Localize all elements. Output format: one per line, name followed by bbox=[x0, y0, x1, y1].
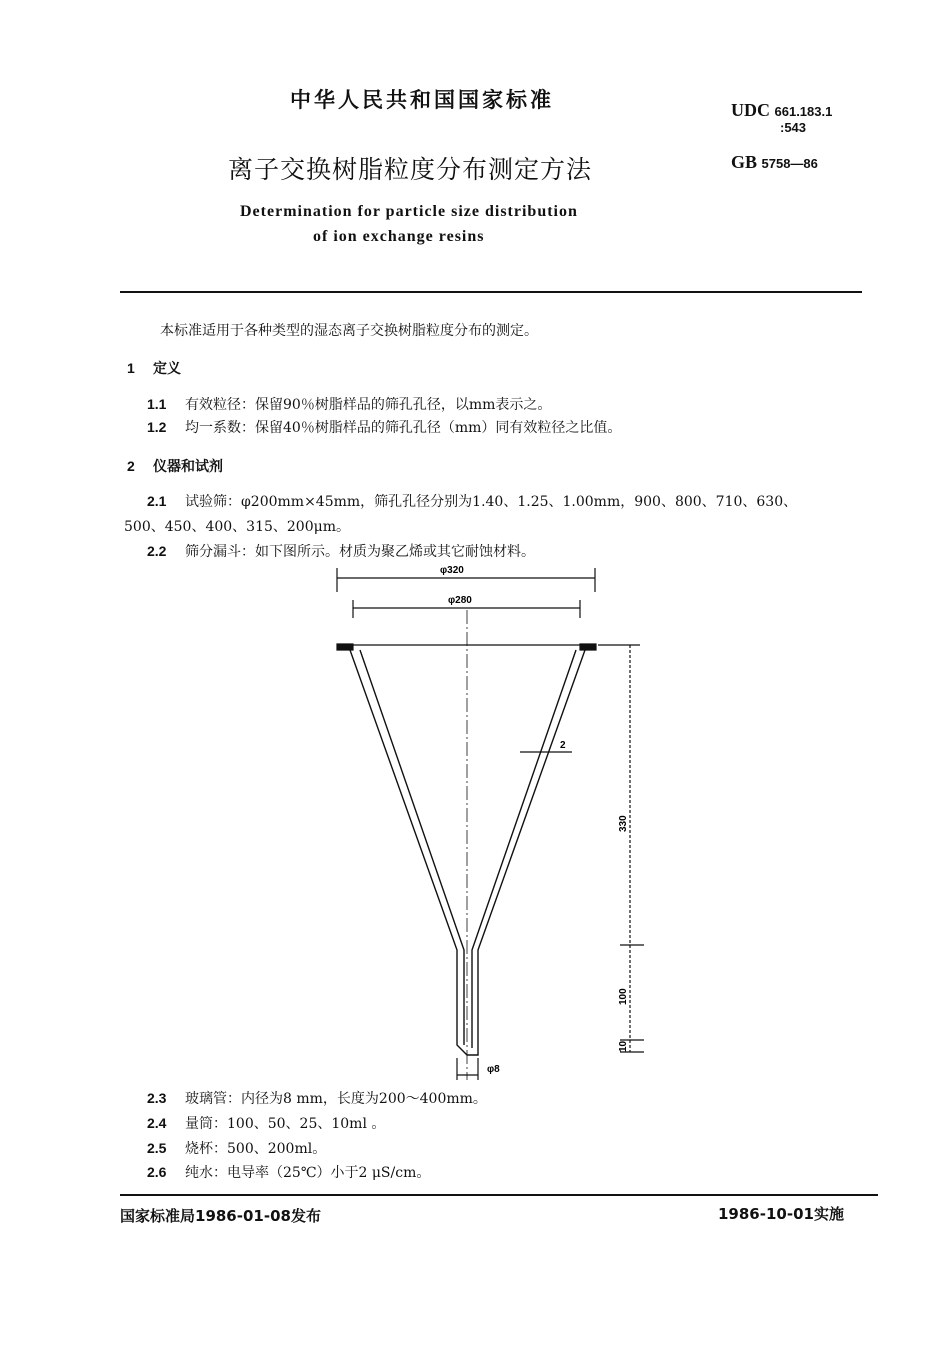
item-num: 1.2 bbox=[147, 419, 167, 435]
gb-label: GB bbox=[731, 152, 758, 172]
item-2-3 bbox=[147, 1088, 487, 1108]
section-title: 定义 bbox=[153, 361, 181, 377]
dim-wall-label: 2 bbox=[560, 740, 566, 751]
item-num: 2.5 bbox=[147, 1140, 167, 1156]
gb-code: 5758—86 bbox=[761, 156, 818, 171]
section-num: 1 bbox=[127, 360, 135, 376]
section-title: 仪器和试剂 bbox=[153, 459, 223, 475]
item-num: 2.3 bbox=[147, 1090, 167, 1106]
item-2-1-cont: 500、450、400、315、200μm。 bbox=[124, 519, 350, 535]
dim-inner-label: φ280 bbox=[448, 595, 472, 606]
footer-divider bbox=[120, 1194, 878, 1196]
effective-date: 1986-10-01实施 bbox=[718, 1205, 844, 1223]
dim-stem-label: 100 bbox=[618, 988, 629, 1005]
udc-code2: :543 bbox=[780, 120, 807, 135]
item-text: 量筒：100、50、25、10ml 。 bbox=[185, 1116, 386, 1132]
funnel-rim-right bbox=[580, 644, 596, 650]
item-num: 2.4 bbox=[147, 1115, 167, 1131]
item-text: 试验筛：φ200mm×45mm，筛孔孔径分别为1.40、1.25、1.00mm，900、800、710、630、 bbox=[185, 494, 798, 510]
dim-outer-label: φ320 bbox=[440, 565, 464, 576]
item-text: 筛分漏斗：如下图所示。材质为聚乙烯或其它耐蚀材料。 bbox=[185, 544, 535, 560]
issued-date: 国家标准局1986-01-08发布 bbox=[120, 1207, 321, 1225]
intro: 本标准适用于各种类型的湿态离子交换树脂粒度分布的测定。 bbox=[160, 323, 538, 339]
title-en-line2: of ion exchange resins bbox=[313, 228, 485, 245]
title-cn: 离子交换树脂粒度分布测定方法 bbox=[228, 155, 593, 184]
item-num: 2.1 bbox=[147, 493, 167, 509]
item-text: 均一系数：保留40％树脂样品的筛孔孔径（mm）同有效粒径之比值。 bbox=[185, 420, 622, 436]
item-num: 2.2 bbox=[147, 543, 167, 559]
item-text: 纯水：电导率（25℃）小于2 μS/cm。 bbox=[185, 1165, 431, 1181]
item-text: 有效粒径：保留90％树脂样品的筛孔孔径，以mm表示之。 bbox=[185, 397, 552, 413]
item-num: 1.1 bbox=[147, 396, 167, 412]
item-2-4 bbox=[147, 1113, 385, 1133]
title-en-line1: Determination for particle size distribution bbox=[240, 203, 578, 220]
item-2-5 bbox=[147, 1138, 326, 1158]
item-text: 玻璃管：内径为8 mm，长度为200～400mm。 bbox=[185, 1091, 487, 1107]
funnel-inner-wall bbox=[360, 650, 576, 1048]
funnel-outer-wall bbox=[350, 650, 585, 1055]
item-num: 2.6 bbox=[147, 1164, 167, 1180]
udc-code: 661.183.1 bbox=[774, 104, 833, 119]
dim-stem-dia-label: φ8 bbox=[487, 1064, 500, 1075]
funnel-rim-left bbox=[337, 644, 353, 650]
item-2-6 bbox=[147, 1162, 430, 1182]
dim-tip-label: 10 bbox=[618, 1040, 629, 1052]
dim-height-label: 330 bbox=[618, 815, 629, 832]
udc-label-text: UDC bbox=[731, 100, 770, 120]
section-num: 2 bbox=[127, 458, 135, 474]
standard-org: 中华人民共和国国家标准 bbox=[290, 88, 554, 112]
item-text: 烧杯：500、200ml。 bbox=[185, 1141, 327, 1157]
